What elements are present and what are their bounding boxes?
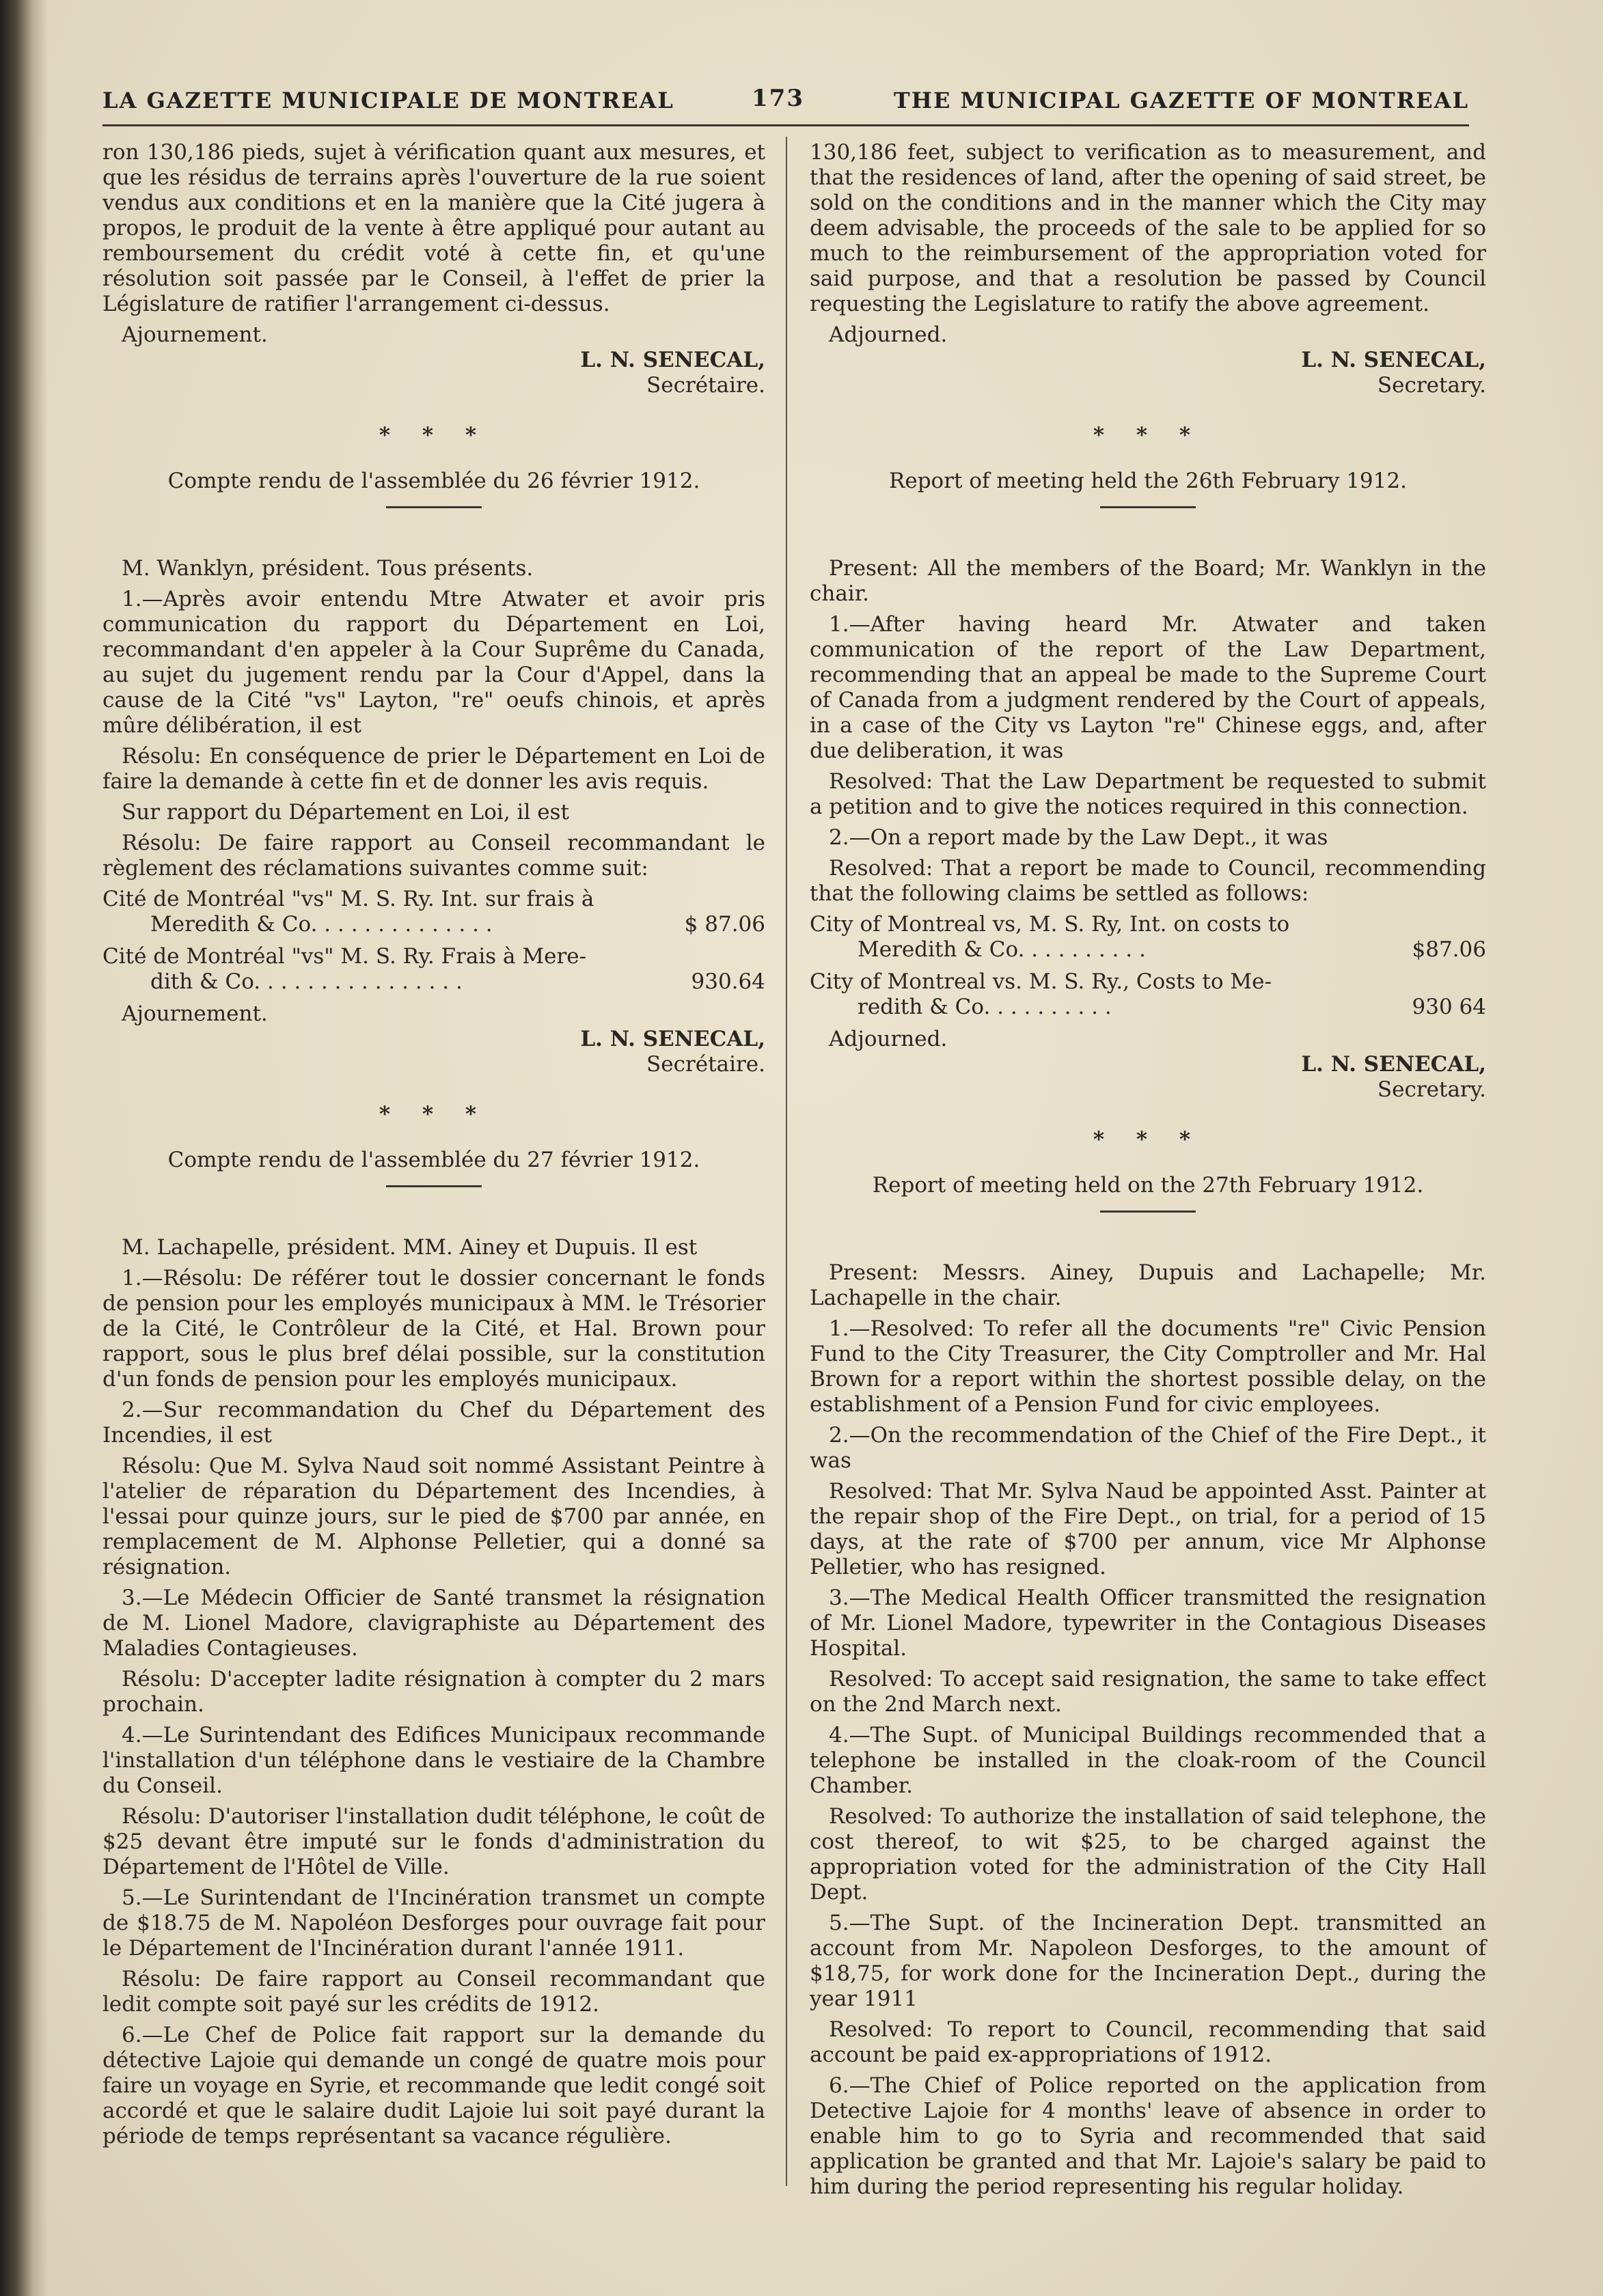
title-rule [1100,1211,1196,1213]
meeting-paragraph: Present: All the members of the Board; Mr. Wanklyn in the chair. [810,556,1486,606]
secretary-title: Secretary. [1377,1077,1486,1102]
section-stars: * * * [379,1102,489,1126]
claim-description: City of Montreal vs. M. S. Ry., Costs to Me- [810,969,1272,994]
header-rule [102,124,1469,126]
meeting-paragraph: Résolu: En conséquence de prier le Département en Loi de faire la demande à cette fin et de donner les avis requis. [102,744,765,794]
claim-description-cont: redith & Co. . . . . . . . . . [858,995,1112,1019]
adjourned-label: Adjourned. [829,322,948,347]
meeting-paragraph: 5.—The Supt. of the Incineration Dept. transmitted an account from Mr. Napoleon Desforges, to the amount of $18,75, for work done for the Incineration Dept., during the year 1911 [810,1911,1486,2011]
meeting-paragraph: Resolved: That a report be made to Council, recommending that the following claims be settled as follows: [810,856,1486,906]
claim-description-cont: Meredith & Co. . . . . . . . . . [858,937,1146,962]
meeting-paragraph: Résolu: De faire rapport au Conseil recommandant le règlement des réclamations suivantes comme suit: [102,831,765,881]
french-column [102,140,765,2155]
secretary-title: Secretary. [1377,373,1486,398]
meeting-paragraph: 3.—Le Médecin Officier de Santé transmet la résignation de M. Lionel Madore, clavigraphiste au Département des Maladies Contagieuses. [102,1586,765,1661]
meeting-paragraph: Resolved: That the Law Department be requested to submit a petition and to give the notices required in this connection. [810,769,1486,819]
meeting-paragraph: 1.—After having heard Mr. Atwater and taken communication of the report of the Law Department, recommending that an appeal be made to the Supreme Court of Canada from a judgment rendered by the Court of appeals, in a case of the City vs Layton "re" Chinese eggs, and, after due deliberation, it was [810,612,1486,763]
title-rule [386,506,482,508]
title-rule [386,1185,482,1187]
header-title-english: THE MUNICIPAL GAZETTE OF MONTREAL [893,87,1469,113]
claim-description-cont: Meredith & Co. . . . . . . . . . . . . . [150,912,493,937]
claim-description: Cité de Montréal "vs" M. S. Ry. Int. sur frais à [102,887,594,911]
section-stars: * * * [379,423,489,447]
secretary-name: L. N. SENECAL, [580,348,765,372]
intro-paragraph: 130,186 feet, subject to verification as to measurement, and that the residences of land, after the opening of said street, be sold on the conditions and in the manner which the City may deem advisable, the proceeds of the sale to be applied for so much to the reimbursement of the appropriation voted for said purpose, and that a resolution be passed by Council requesting the Legislature to ratify the above agreement. [810,140,1486,316]
meeting-paragraph: Resolved: To authorize the installation of said telephone, the cost thereof, to wit $25, to be charged against the appropriation voted for the administration of the City Hall Dept. [810,1804,1486,1905]
adjourned-label: Adjourned. [829,1027,948,1051]
secretary-name: L. N. SENECAL, [1301,1052,1486,1077]
claim-line [810,969,1486,1020]
meeting-paragraph: Résolu: D'accepter ladite résignation à compter du 2 mars prochain. [102,1667,765,1717]
report-title: Compte rendu de l'assemblée du 26 février 1912. [167,469,700,493]
english-column [810,140,1486,2205]
page-number: 173 [752,85,804,112]
meeting-paragraph: 1.—Résolu: De référer tout le dossier concernant le fonds de pension pour les employés municipaux à MM. le Trésorier de la Cité, le Contrôleur de la Cité, et Hal. Brown pour rapport, sous le plus bref délai possible, sur la constitution d'un fonds de pension pour les employés municipaux. [102,1266,765,1392]
intro-paragraph: ron 130,186 pieds, sujet à vérification quant aux mesures, et que les résidus de terrains après l'ouverture de la rue soient vendus aux conditions et en la manière que la Cité jugera à propos, le produit de la vente à être appliqué pour autant au remboursement du crédit voté à cette fin, et qu'une résolution soit passée par le Conseil, à l'effet de prier la Législature de ratifier l'arrangement ci-dessus. [102,140,765,316]
meeting-paragraph: 2.—On a report made by the Law Dept., it was [829,825,1328,850]
secretary-title: Secrétaire. [646,373,765,398]
meeting-paragraph: 1.—Après avoir entendu Mtre Atwater et avoir pris communication du rapport du Département en Loi, recommandant d'en appeler à la Cour Suprême du Canada, au sujet du jugement rendu par la Cour d'Appel, dans la cause de la Cité "vs" Layton, "re" oeufs chinois, et après mûre délibération, il est [102,587,765,738]
secretary-name: L. N. SENECAL, [1301,348,1486,372]
meeting-paragraph: 6.—The Chief of Police reported on the application from Detective Lajoie for 4 months' leave of absence in order to enable him to go to Syria and recommended that said application be granted and that Mr. Lajoie's salary be paid to him during the period representing his regular holiday. [810,2073,1486,2199]
meeting-paragraph: 3.—The Medical Health Officer transmitted the resignation of Mr. Lionel Madore, typewriter in the Contagious Diseases Hospital. [810,1586,1486,1661]
meeting-paragraph: Resolved: To accept said resignation, the same to take effect on the 2nd March next. [810,1667,1486,1717]
claim-amount: $ 87.06 [684,912,765,937]
header-title-french: LA GAZETTE MUNICIPALE DE MONTREAL [102,87,674,113]
report-title: Compte rendu de l'assemblée du 27 février 1912. [167,1148,700,1172]
meeting-paragraph: 4.—Le Surintendant des Edifices Municipaux recommande l'installation d'un téléphone dans le vestiaire de la Chambre du Conseil. [102,1723,765,1798]
claim-line [102,887,765,937]
meeting-paragraph: Present: Messrs. Ainey, Dupuis and Lachapelle; Mr. Lachapelle in the chair. [810,1260,1486,1310]
meeting-paragraph: 1.—Resolved: To refer all the documents "re" Civic Pension Fund to the City Treasurer, the City Comptroller and Mr. Hal Brown for a report within the shortest possible delay, on the establishment of a Pension Fund for civic employees. [810,1316,1486,1417]
adjourned-label: Ajournement. [122,322,268,347]
meeting-paragraph: 4.—The Supt. of Municipal Buildings recommended that a telephone be installed in the cloak-room of the Council Chamber. [810,1723,1486,1798]
meeting-paragraph: Resolved: To report to Council, recommending that said account be paid ex-appropriations of 1912. [810,2017,1486,2067]
meeting-paragraph: Resolved: That Mr. Sylva Naud be appointed Asst. Painter at the repair shop of the Fire Dept., on trial, for a period of 15 days, at the rate of $700 per annum, vice Mr Alphonse Pelletier, who has resigned. [810,1479,1486,1579]
claim-amount: 930 64 [1412,995,1486,1019]
secretary-title: Secrétaire. [646,1052,765,1077]
meeting-paragraph: 2.—Sur recommandation du Chef du Département des Incendies, il est [102,1398,765,1448]
adjourned-label: Ajournement. [122,1001,268,1026]
claim-description-cont: dith & Co. . . . . . . . . . . . . . . . [150,969,463,994]
secretary-name: L. N. SENECAL, [580,1027,765,1051]
section-stars: * * * [1093,423,1203,447]
section-stars: * * * [1093,1127,1203,1152]
binding-shadow [0,0,48,2296]
meeting-paragraph: 5.—Le Surintendant de l'Incinération transmet un compte de $18.75 de M. Napoléon Desforges pour ouvrage fait pour le Département de l'Incinération durant l'année 1911. [102,1885,765,1961]
claim-amount: 930.64 [691,969,765,994]
claim-description: City of Montreal vs, M. S. Ry, Int. on costs to [810,912,1290,937]
meeting-paragraph: Résolu: D'autoriser l'installation dudit téléphone, le coût de $25 devant être imputé sur le fonds d'administration du Département de l'Hôtel de Ville. [102,1804,765,1879]
column-divider [786,137,787,2186]
meeting-paragraph: Sur rapport du Département en Loi, il est [122,800,569,825]
report-title: Report of meeting held on the 27th February 1912. [872,1173,1424,1198]
claim-line [102,944,765,995]
claim-amount: $87.06 [1412,937,1486,962]
claim-line [810,912,1486,963]
meeting-paragraph: 2.—On the recommendation of the Chief of the Fire Dept., it was [810,1423,1486,1473]
meeting-paragraph: M. Lachapelle, président. MM. Ainey et Dupuis. Il est [122,1235,698,1260]
meeting-paragraph: Résolu: Que M. Sylva Naud soit nommé Assistant Peintre à l'atelier de réparation du Département des Incendies, à l'essai pour quinze jours, sur le pied de $700 par année, en remplacement de M. Alphonse Pelletier, qui a donné sa résignation. [102,1454,765,1579]
report-title: Report of meeting held the 26th February 1912. [889,469,1407,493]
title-rule [1100,506,1196,508]
meeting-paragraph: M. Wanklyn, président. Tous présents. [122,556,534,581]
page-header [102,75,1469,123]
meeting-paragraph: Résolu: De faire rapport au Conseil recommandant que ledit compte soit payé sur les crédits de 1912. [102,1967,765,2017]
meeting-paragraph: 6.—Le Chef de Police fait rapport sur la demande du détective Lajoie qui demande un congé de quatre mois pour faire un voyage en Syrie, et recommande que ledit congé soit accordé et que le salaire dudit Lajoie lui soit payé durant la période de temps représentant sa vacance régulière. [102,2023,765,2148]
claim-description: Cité de Montréal "vs" M. S. Ry. Frais à Mere- [102,944,587,969]
